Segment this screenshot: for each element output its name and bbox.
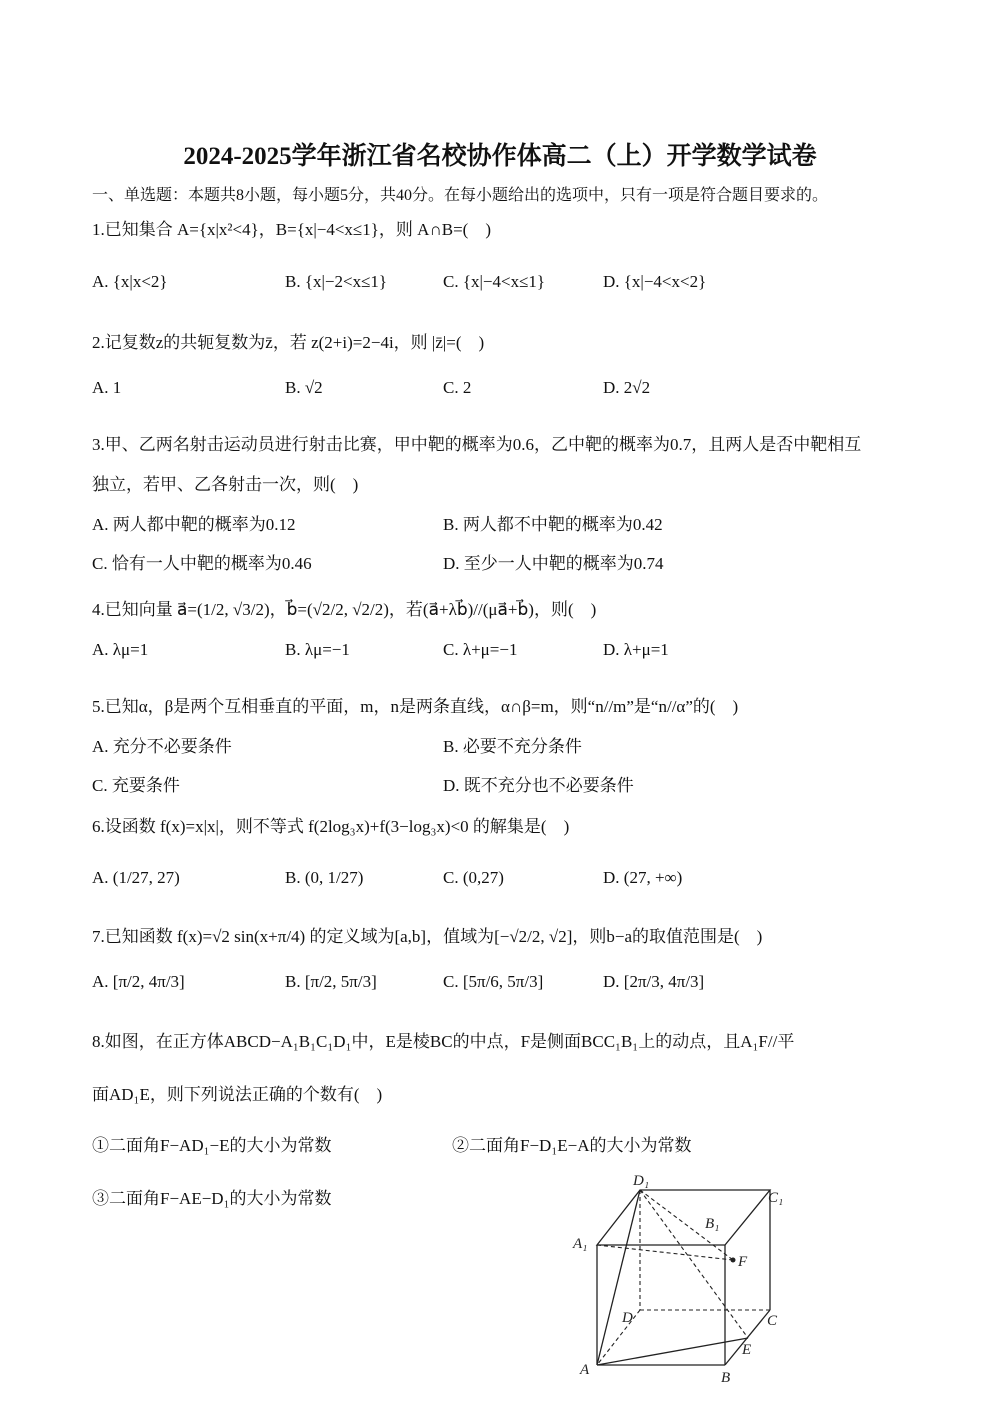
option: A. 充分不必要条件 [92, 737, 232, 756]
label-c1: C₁ [768, 1190, 784, 1206]
option: C. 充要条件 [92, 776, 180, 795]
option: B. 两人都不中靶的概率为0.42 [443, 515, 663, 534]
option: C. 2 [443, 378, 472, 397]
option: A. 两人都中靶的概率为0.12 [92, 515, 296, 534]
label-b1: B₁ [705, 1216, 720, 1232]
question-2: 2.记复数z的共轭复数为z̄，若 z(2+i)=2−4i，则 |z̄|=( ) [92, 333, 485, 352]
option: D. 既不充分也不必要条件 [443, 776, 634, 795]
question-6: 6.设函数 f(x)=x|x|，则不等式 f(2log₃x)+f(3−log₃x)<0 的解集是( ) [92, 817, 570, 836]
option: A. [π/2, 4π/3] [92, 972, 185, 991]
question-1: 1.已知集合 A={x|x²<4}，B={x|−4<x≤1}，则 A∩B=( ) [92, 220, 491, 239]
option: D. (27, +∞) [603, 868, 683, 887]
option: D. [2π/3, 4π/3] [603, 972, 705, 991]
hidden-edge [640, 1190, 748, 1338]
hidden-edge [597, 1245, 733, 1260]
option: A. {x|x<2} [92, 272, 168, 291]
label-b: B [721, 1370, 731, 1386]
option: A. 1 [92, 378, 122, 397]
page-title: 2024-2025学年浙江省名校协作体高二（上）开学数学试卷 [183, 143, 817, 170]
option: A. λμ=1 [92, 640, 149, 659]
option: B. 必要不充分条件 [443, 737, 582, 756]
option: C. [5π/6, 5π/3] [443, 972, 544, 991]
label-c: C [767, 1313, 778, 1329]
statement: ③二面角F−AE−D₁的大小为常数 [92, 1189, 332, 1208]
option: C. λ+μ=−1 [443, 640, 518, 659]
question-3-cont: 独立，若甲、乙各射击一次，则( ) [92, 475, 359, 494]
top-face [597, 1190, 770, 1245]
question-4: 4.已知向量 a⃗=(1/2, √3/2)，b⃗=(√2/2, √2/2)，若(a⃗+λb⃗)//(μa⃗+b⃗)，则( ) [92, 600, 597, 619]
option: B. {x|−2<x≤1} [285, 272, 388, 291]
option: D. 至少一人中靶的概率为0.74 [443, 554, 664, 573]
statement: ①二面角F−AD₁−E的大小为常数 [92, 1136, 332, 1155]
label-a1: A₁ [573, 1236, 588, 1252]
option: B. (0, 1/27) [285, 868, 364, 887]
question-3: 3.甲、乙两名射击运动员进行射击比赛，甲中靶的概率为0.6，乙中靶的概率为0.7，且两人是否中靶相互 [92, 435, 862, 454]
option: B. √2 [285, 378, 323, 397]
option: A. (1/27, 27) [92, 868, 180, 887]
label-f: F [738, 1254, 748, 1270]
question-5: 5.已知α，β是两个互相垂直的平面，m，n是两条直线，α∩β=m，则“n//m”是“n//α”的( ) [92, 697, 739, 716]
section-header: 一、单选题：本题共8小题，每小题5分，共40分。在每小题给出的选项中，只有一项是符合题目要求的。 [92, 187, 829, 204]
cube-figure [560, 1165, 800, 1395]
edge [597, 1190, 640, 1365]
point-f [731, 1258, 736, 1263]
option: B. [π/2, 5π/3] [285, 972, 377, 991]
label-d: D [622, 1310, 633, 1326]
question-8-cont: 面AD₁E，则下列说法正确的个数有( ) [92, 1085, 383, 1104]
label-a: A [580, 1362, 590, 1378]
option: D. λ+μ=1 [603, 640, 669, 659]
label-d1: D₁ [633, 1173, 650, 1189]
option: D. {x|−4<x<2} [603, 272, 707, 291]
option: B. λμ=−1 [285, 640, 350, 659]
statement: ②二面角F−D₁E−A的大小为常数 [452, 1136, 692, 1155]
option: C. 恰有一人中靶的概率为0.46 [92, 554, 312, 573]
option: C. (0,27) [443, 868, 504, 887]
label-e: E [742, 1342, 752, 1358]
option: C. {x|−4<x≤1} [443, 272, 546, 291]
option: D. 2√2 [603, 378, 651, 397]
question-7: 7.已知函数 f(x)=√2 sin(x+π/4) 的定义域为[a,b]，值域为[−√2/2, √2]，则b−a的取值范围是( ) [92, 927, 763, 946]
question-8: 8.如图，在正方体ABCD−A₁B₁C₁D₁中，E是棱BC的中点，F是侧面BCC₁B₁上的动点，且A₁F//平 [92, 1032, 795, 1051]
